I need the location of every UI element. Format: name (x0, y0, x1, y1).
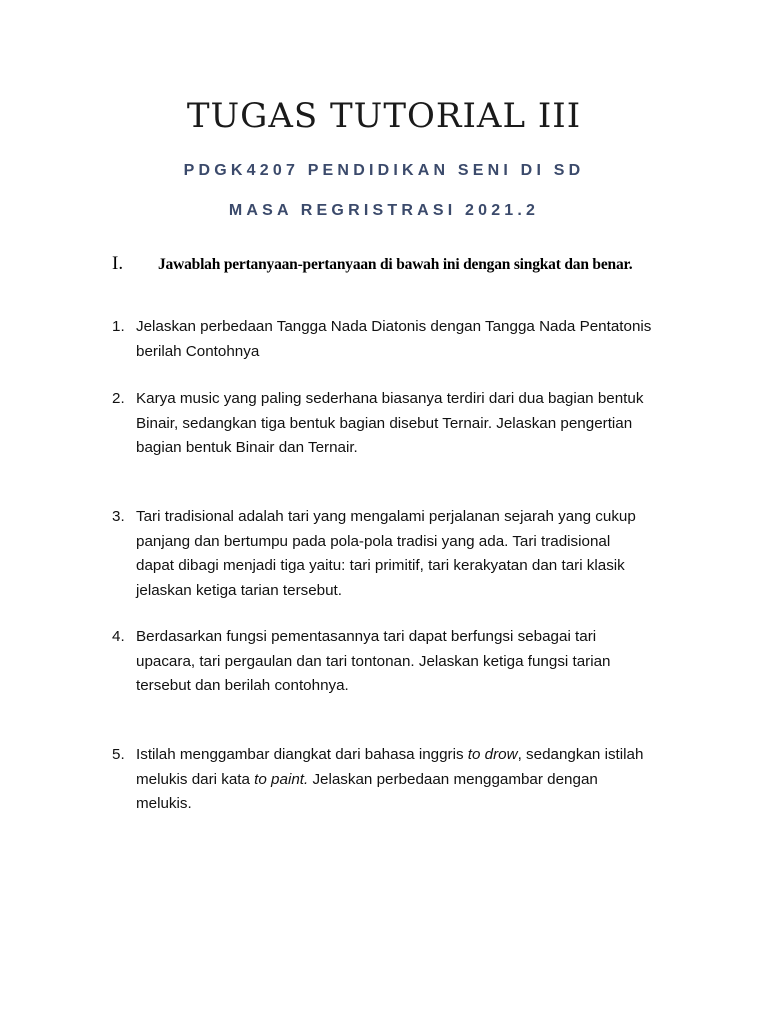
question-line-text: melukis dari kata (136, 770, 255, 788)
question-text (136, 387, 692, 461)
question-text (136, 505, 692, 603)
question-number: 3. (112, 508, 125, 525)
section-numeral: I. (112, 253, 124, 274)
question-number: 1. (112, 318, 125, 335)
question-line-emphasis: to paint. (254, 770, 309, 788)
question-number: 2. (112, 390, 125, 407)
question-number: 5. (112, 746, 125, 763)
question-line: Jelaskan perbedaan Tangga Nada Diatonis dengan Tangga Nada Pentatonis (136, 318, 652, 335)
question-line-emphasis: to drow (467, 746, 518, 763)
question-line-text: , sedangkan istilah (517, 746, 644, 763)
question-line: dapat dibagi menjadi tiga yaitu: tari primitif, tari kerakyatan dan tari klasik (136, 557, 625, 574)
question-line-text: Jelaskan perbedaan menggambar dengan (308, 770, 598, 788)
question-line: melukis. (136, 795, 192, 812)
question-line: tersebut dan berilah contohnya. (136, 677, 349, 694)
question-text (136, 743, 692, 817)
question-number: 4. (112, 628, 125, 645)
question-line: Berdasarkan fungsi pementasannya tari dapat berfungsi sebagai tari (136, 628, 597, 645)
question-line: Karya music yang paling sederhana biasanya terdiri dari dua bagian bentuk (136, 390, 644, 407)
question-line (136, 768, 692, 793)
question-line: panjang dan bertumpu pada pola-pola tradisi yang ada. Tari tradisional (136, 532, 611, 550)
question-line: upacara, tari pergaulan dan tari tontonan. Jelaskan ketiga fungsi tarian (136, 652, 611, 670)
course-code-heading: PDGK4207 PENDIDIKAN SENI DI SD (183, 162, 585, 179)
question-line: bagian bentuk Binair dan Ternair. (136, 439, 358, 456)
question-line (136, 743, 692, 768)
question-line: berilah Contohnya (136, 342, 260, 360)
question-text (136, 315, 692, 364)
question-line: Binair, sedangkan tiga bentuk bagian disebut Ternair. Jelaskan pengertian (136, 414, 633, 432)
page-title: TUGAS TUTORIAL III (186, 96, 582, 136)
registration-period-heading: MASA REGRISTRASI 2021.2 (228, 202, 540, 219)
question-text (136, 625, 692, 699)
question-line-text: Istilah menggambar diangkat dari bahasa inggris (136, 746, 468, 763)
section-instruction: Jawablah pertanyaan-pertanyaan di bawah ini dengan singkat dan benar. (158, 256, 633, 273)
question-line: jelaskan ketiga tarian tersebut. (136, 581, 342, 599)
question-line: Tari tradisional adalah tari yang mengalami perjalanan sejarah yang cukup (136, 508, 636, 525)
